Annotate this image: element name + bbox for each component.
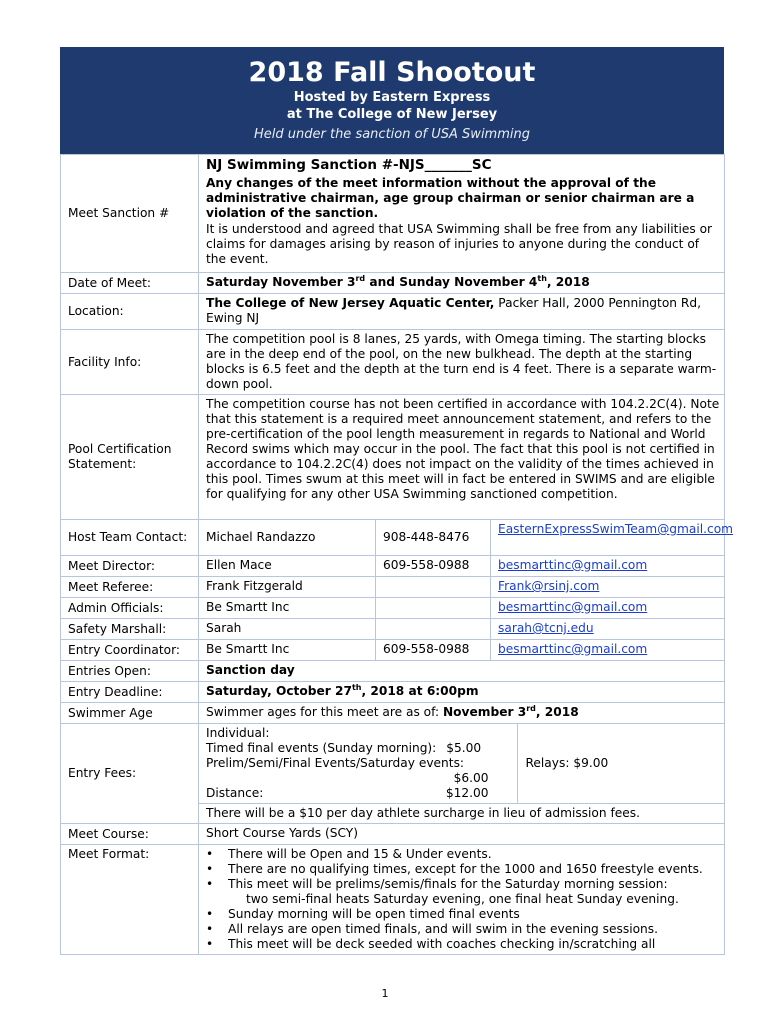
contact-name: Be Smartt Inc: [199, 598, 376, 619]
fees-timed-final: Timed final events (Sunday morning): $5.00: [206, 741, 482, 755]
contact-name: Ellen Mace: [199, 556, 376, 577]
location-value: The College of New Jersey Aquatic Center, Packer Hall, 2000 Pennington Rd, Ewing NJ: [199, 294, 725, 330]
format-label: Meet Format:: [61, 845, 199, 955]
date-label: Date of Meet:: [61, 273, 199, 294]
contact-role: Host Team Contact:: [61, 520, 199, 556]
contact-email-link[interactable]: Frank@rsinj.com: [498, 579, 600, 593]
contact-row: [61, 577, 725, 598]
contact-phone: [376, 619, 491, 640]
fees-prelim-label: Prelim/Semi/Final Events/Saturday events:: [206, 756, 465, 770]
date-row: [61, 273, 725, 294]
page-number: 1: [381, 987, 389, 1000]
format-sub-item: two semi-final heats Saturday evening, one final heat Sunday evening.: [246, 892, 679, 906]
location-row: [61, 294, 725, 330]
date-value: Saturday November 3rd and Sunday November 4th, 2018: [199, 273, 725, 294]
contact-role: Admin Officials:: [61, 598, 199, 619]
sanction-number: NJ Swimming Sanction #-NJS_______SC: [206, 157, 492, 173]
contact-name: Frank Fitzgerald: [199, 577, 376, 598]
contact-email-link[interactable]: besmarttinc@gmail.com: [498, 558, 648, 572]
contact-phone: 908-448-8476: [376, 520, 491, 556]
sanction-row: [61, 155, 725, 273]
entries-open-label: Entries Open:: [61, 661, 199, 682]
fees-row: [61, 724, 725, 824]
swimmer-age-value: Swimmer ages for this meet are as of: November 3rd, 2018: [199, 703, 725, 724]
contact-name: Michael Randazzo: [199, 520, 376, 556]
entry-deadline-row: [61, 682, 725, 703]
swimmer-age-row: [61, 703, 725, 724]
entries-open-value: Sanction day: [199, 661, 725, 682]
entries-open-row: [61, 661, 725, 682]
entry-deadline-value: Saturday, October 27th, 2018 at 6:00pm: [199, 682, 725, 703]
contact-role: Meet Director:: [61, 556, 199, 577]
fees-prelim-value: $6.00: [453, 771, 489, 785]
entry-deadline-label: Entry Deadline:: [61, 682, 199, 703]
list-item: • This meet will be deck seeded with coaches checking in/scratching all: [226, 937, 720, 952]
certification-label: Pool Certification Statement:: [61, 395, 199, 520]
fees-surcharge: There will be a $10 per day athlete surcharge in lieu of admission fees.: [206, 806, 640, 820]
list-item: • All relays are open timed finals, and will swim in the evening sessions.: [226, 922, 720, 937]
location-label: Location:: [61, 294, 199, 330]
contact-name: Sarah: [199, 619, 376, 640]
contact-phone: [376, 598, 491, 619]
list-item: • There will be Open and 15 & Under events.: [226, 847, 720, 862]
course-row: [61, 824, 725, 845]
contact-phone: 609-558-0988: [376, 556, 491, 577]
sanction-liability: It is understood and agreed that USA Swimming shall be free from any liabilities or claims for damages arising by reason of injuries to anyone during the conduct of the event.: [206, 222, 713, 266]
list-item: • This meet will be prelims/semis/finals for the Saturday morning session:: [226, 877, 720, 892]
facility-label: Facility Info:: [61, 330, 199, 395]
contact-name: Be Smartt Inc: [199, 640, 376, 661]
contact-email-link[interactable]: besmarttinc@gmail.com: [498, 642, 648, 656]
contact-row: [61, 556, 725, 577]
contact-row: [61, 640, 725, 661]
host-line: Hosted by Eastern Express: [293, 90, 491, 105]
document-page: [60, 47, 734, 955]
contact-phone: [376, 577, 491, 598]
fees-table: [199, 724, 724, 823]
list-item: • Sunday morning will be open timed final events: [226, 907, 720, 922]
course-label: Meet Course:: [61, 824, 199, 845]
sanction-note: Held under the sanction of USA Swimming: [254, 127, 530, 142]
certification-value: The competition course has not been certified in accordance with 104.2.2C(4). Note that this statement is a required meet announcement statement, and refers to the pre-certification of the pool length measurement in regards to National and World Record swims which may occur in the pool. The fact that this pool is not certified in accordance to 104.2.2C(4) does not impact on the validity of the times achieved in this pool. Times swum at this meet will in fact be entered in SWIMS and are eligible for qualifying for any other USA Swimming sanctioned competition.: [199, 395, 725, 520]
format-row: [61, 845, 725, 955]
fees-relays: Relays: $9.00: [517, 724, 724, 804]
facility-row: [61, 330, 725, 395]
facility-value: The competition pool is 8 lanes, 25 yards, with Omega timing. The starting blocks are in the deep end of the pool, on the new bulkhead. The depth at the starting blocks is 6.5 feet and the depth at the turn end is 4 feet. There is a separate warm-down pool.: [199, 330, 725, 395]
sanction-label: Meet Sanction #: [61, 155, 199, 273]
course-value: Short Course Yards (SCY): [199, 824, 725, 845]
contact-email-link[interactable]: EasternExpressSwimTeam@gmail.com: [498, 522, 734, 536]
fees-distance: Distance: $12.00: [206, 786, 489, 800]
page-title: 2018 Fall Shootout: [248, 57, 536, 88]
contact-role: Entry Coordinator:: [61, 640, 199, 661]
meet-info-table: [60, 154, 734, 955]
sanction-warning: Any changes of the meet information without the approval of the administrative chairman, age group chairman or senior chairman are a violation of the sanction.: [206, 176, 695, 220]
contact-row: [61, 598, 725, 619]
contact-row: [61, 619, 725, 640]
format-list: [206, 847, 720, 952]
list-item: • There are no qualifying times, except for the 1000 and 1650 freestyle events.: [226, 862, 720, 877]
contact-phone: 609-558-0988: [376, 640, 491, 661]
certification-row: [61, 395, 725, 520]
contact-row: [61, 520, 725, 556]
contact-email-link[interactable]: sarah@tcnj.edu: [498, 621, 594, 635]
swimmer-age-label: Swimmer Age: [61, 703, 199, 724]
venue-line: at The College of New Jersey: [286, 107, 498, 122]
header-banner: [60, 47, 724, 154]
contact-email-link[interactable]: besmarttinc@gmail.com: [498, 600, 648, 614]
fees-individual: Individual:: [206, 726, 270, 740]
contact-role: Meet Referee:: [61, 577, 199, 598]
contact-role: Safety Marshall:: [61, 619, 199, 640]
fees-label: Entry Fees:: [61, 724, 199, 824]
